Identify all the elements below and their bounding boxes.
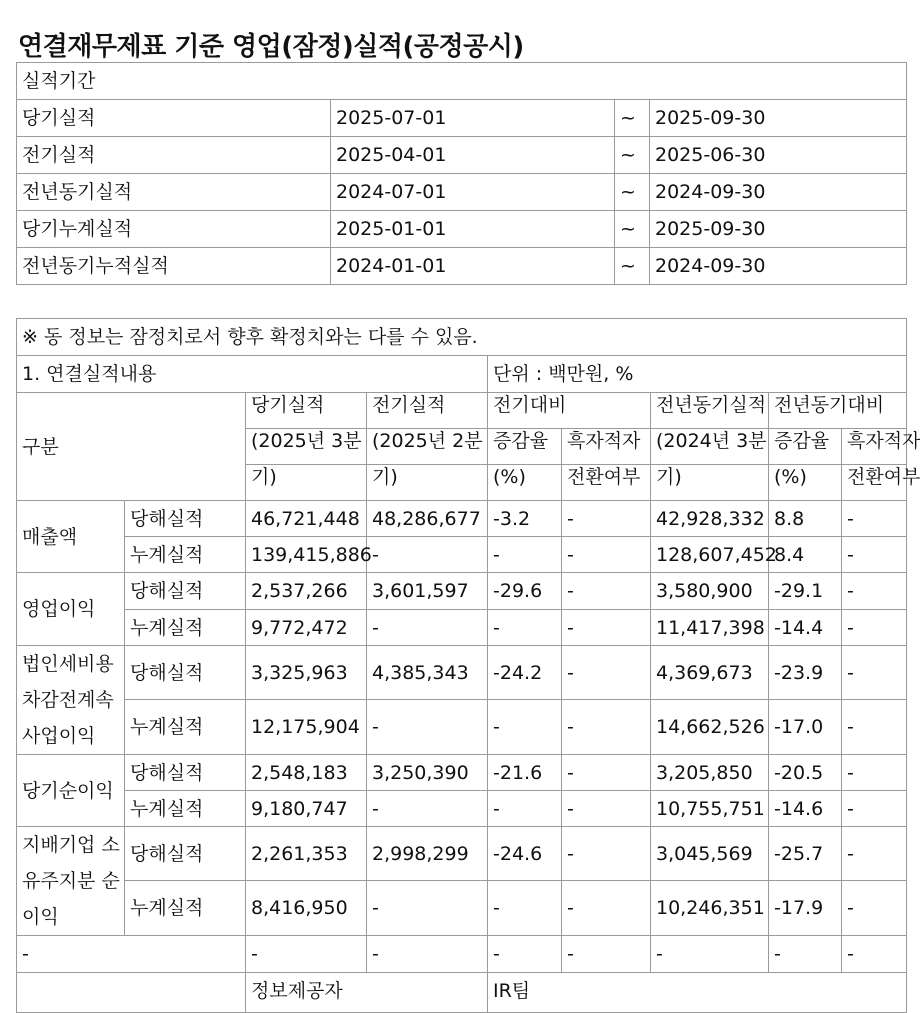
group-name: 당기순이익: [17, 755, 125, 827]
period-row: [17, 248, 907, 285]
cell-turn-yoy: -: [842, 573, 907, 610]
cell-current: 12,175,904: [246, 700, 367, 755]
row-type: 당해실적: [125, 646, 246, 700]
table-row: [17, 573, 907, 610]
period-start: 2025-04-01: [331, 137, 615, 174]
turn-header-line2: 전환여부: [562, 465, 651, 501]
cell-yoy: 10,755,751: [651, 791, 769, 827]
period-label: 전년동기실적: [17, 174, 331, 211]
cell-prev: 3,250,390: [367, 755, 488, 791]
cell-turn: -: [562, 755, 651, 791]
cell-yoy: 3,045,569: [651, 827, 769, 881]
cell-yoy: 14,662,526: [651, 700, 769, 755]
vs-yoy-header: 전년동기대비: [769, 393, 907, 429]
cell-change: -24.6: [488, 827, 562, 881]
prev-header-line3: 기): [367, 465, 488, 501]
cell-prev: -: [367, 881, 488, 936]
cell-change-yoy: -25.7: [769, 827, 842, 881]
table-row: [17, 791, 907, 827]
cell-yoy: 3,205,850: [651, 755, 769, 791]
results-table: [16, 318, 920, 1013]
dash-cell: -: [367, 936, 488, 973]
period-row: [17, 100, 907, 137]
period-start: 2025-01-01: [331, 211, 615, 248]
section-title: 1. 연결실적내용: [17, 356, 488, 393]
cell-turn-yoy: -: [842, 610, 907, 646]
cell-turn-yoy: -: [842, 755, 907, 791]
cell-turn-yoy: -: [842, 700, 907, 755]
dash-cell: -: [562, 936, 651, 973]
cell-change-yoy: -17.0: [769, 700, 842, 755]
dash-cell: -: [842, 936, 907, 973]
period-tilde: ~: [615, 174, 650, 211]
cell-change-yoy: -29.1: [769, 573, 842, 610]
cell-turn: -: [562, 700, 651, 755]
cell-current: 2,548,183: [246, 755, 367, 791]
period-label: 전기실적: [17, 137, 331, 174]
cell-turn: -: [562, 610, 651, 646]
cell-prev: 2,998,299: [367, 827, 488, 881]
provider-blank: [17, 973, 246, 1013]
turn-header-line1: 흑자적자: [562, 429, 651, 465]
cell-turn: -: [562, 646, 651, 700]
cell-turn-yoy: -: [842, 881, 907, 936]
cell-prev: -: [367, 791, 488, 827]
period-start: 2024-07-01: [331, 174, 615, 211]
cell-current: 8,416,950: [246, 881, 367, 936]
period-end: 2024-09-30: [650, 174, 907, 211]
yoy-header-line1: 전년동기실적: [651, 393, 769, 429]
cell-change: -21.6: [488, 755, 562, 791]
cell-change: -29.6: [488, 573, 562, 610]
cell-change-yoy: -14.4: [769, 610, 842, 646]
cell-yoy: 128,607,452: [651, 537, 769, 573]
period-row: [17, 137, 907, 174]
cell-turn-yoy: -: [842, 827, 907, 881]
provider-value: IR팀: [488, 973, 907, 1013]
unit-label: 단위 : 백만원, %: [488, 356, 907, 393]
cell-prev: 3,601,597: [367, 573, 488, 610]
cell-turn: -: [562, 501, 651, 537]
period-row: [17, 174, 907, 211]
cell-change-yoy: -23.9: [769, 646, 842, 700]
turn2-header-line1: 흑자적자: [842, 429, 907, 465]
cell-change: -24.2: [488, 646, 562, 700]
cell-yoy: 10,246,351: [651, 881, 769, 936]
rate2-header-line1: 증감율: [769, 429, 842, 465]
cell-turn-yoy: -: [842, 791, 907, 827]
cell-yoy: 11,417,398: [651, 610, 769, 646]
cell-turn-yoy: -: [842, 537, 907, 573]
cell-turn-yoy: -: [842, 646, 907, 700]
period-tilde: ~: [615, 100, 650, 137]
period-label: 당기실적: [17, 100, 331, 137]
period-end: 2025-09-30: [650, 100, 907, 137]
period-tilde: ~: [615, 211, 650, 248]
table-row: [17, 936, 907, 973]
period-label: 당기누계실적: [17, 211, 331, 248]
period-header: 실적기간: [17, 63, 907, 100]
cell-prev: -: [367, 537, 488, 573]
row-type: 당해실적: [125, 827, 246, 881]
notice-row: [17, 319, 907, 356]
group-name: 영업이익: [17, 573, 125, 646]
period-tilde: ~: [615, 248, 650, 285]
cell-change: -: [488, 791, 562, 827]
cell-change: -: [488, 881, 562, 936]
cell-change: -: [488, 610, 562, 646]
dash-cell: -: [769, 936, 842, 973]
table-row: [17, 755, 907, 791]
notice-text: ※ 동 정보는 잠정치로서 향후 확정치와는 다를 수 있음.: [17, 319, 907, 356]
cell-prev: 48,286,677: [367, 501, 488, 537]
cell-turn: -: [562, 791, 651, 827]
rate2-header-line2: (%): [769, 465, 842, 501]
group-name: 법인세비용차감전계속사업이익: [17, 646, 125, 755]
table-row: [17, 501, 907, 537]
cell-current: 9,180,747: [246, 791, 367, 827]
header-row: [17, 393, 907, 429]
row-type: 누계실적: [125, 881, 246, 936]
cell-change-yoy: -17.9: [769, 881, 842, 936]
current-header-line1: 당기실적: [246, 393, 367, 429]
row-type: 누계실적: [125, 700, 246, 755]
table-row: [17, 700, 907, 755]
row-type: 누계실적: [125, 791, 246, 827]
dash-cell: -: [488, 936, 562, 973]
group-name: 매출액: [17, 501, 125, 573]
cell-prev: -: [367, 610, 488, 646]
rate-header-line2: (%): [488, 465, 562, 501]
table-row: [17, 537, 907, 573]
cell-yoy: 42,928,332: [651, 501, 769, 537]
period-start: 2024-01-01: [331, 248, 615, 285]
dash-cell: -: [246, 936, 367, 973]
period-header-row: [17, 63, 907, 100]
row-type: 당해실적: [125, 501, 246, 537]
cell-turn-yoy: -: [842, 501, 907, 537]
cell-current: 139,415,886: [246, 537, 367, 573]
provider-label: 정보제공자: [246, 973, 488, 1013]
rate-header-line1: 증감율: [488, 429, 562, 465]
row-type: 누계실적: [125, 610, 246, 646]
cell-turn: -: [562, 881, 651, 936]
cell-change-yoy: -14.6: [769, 791, 842, 827]
prev-header-line1: 전기실적: [367, 393, 488, 429]
row-type: 당해실적: [125, 573, 246, 610]
provider-row: [17, 973, 907, 1013]
cell-change-yoy: 8.8: [769, 501, 842, 537]
cell-turn: -: [562, 827, 651, 881]
period-end: 2024-09-30: [650, 248, 907, 285]
row-type: 당해실적: [125, 755, 246, 791]
period-label: 전년동기누적실적: [17, 248, 331, 285]
group-name: 지배기업 소유주지분 순이익: [17, 827, 125, 936]
cell-change-yoy: -20.5: [769, 755, 842, 791]
cell-current: 9,772,472: [246, 610, 367, 646]
period-end: 2025-09-30: [650, 211, 907, 248]
row-type: 누계실적: [125, 537, 246, 573]
cell-turn: -: [562, 537, 651, 573]
turn2-header-line2: 전환여부: [842, 465, 907, 501]
period-table: [16, 62, 907, 285]
cell-prev: 4,385,343: [367, 646, 488, 700]
current-header-line3: 기): [246, 465, 367, 501]
table-row: [17, 881, 907, 936]
cell-yoy: 4,369,673: [651, 646, 769, 700]
prev-header-line2: (2025년 2분: [367, 429, 488, 465]
cell-change: -: [488, 537, 562, 573]
cell-prev: -: [367, 700, 488, 755]
category-header: 구분: [17, 393, 246, 501]
cell-current: 46,721,448: [246, 501, 367, 537]
period-tilde: ~: [615, 137, 650, 174]
yoy-header-line3: 기): [651, 465, 769, 501]
cell-current: 2,261,353: [246, 827, 367, 881]
page-title: 연결재무제표 기준 영업(잠정)실적(공정공시): [18, 32, 524, 62]
yoy-header-line2: (2024년 3분: [651, 429, 769, 465]
cell-change: -3.2: [488, 501, 562, 537]
cell-current: 2,537,266: [246, 573, 367, 610]
cell-change-yoy: 8.4: [769, 537, 842, 573]
cell-current: 3,325,963: [246, 646, 367, 700]
dash-cell: -: [651, 936, 769, 973]
table-row: [17, 646, 907, 700]
dash-cell: -: [17, 936, 246, 973]
table-row: [17, 827, 907, 881]
vs-prev-header: 전기대비: [488, 393, 651, 429]
cell-yoy: 3,580,900: [651, 573, 769, 610]
cell-change: -: [488, 700, 562, 755]
cell-turn: -: [562, 573, 651, 610]
section-row: [17, 356, 907, 393]
table-row: [17, 610, 907, 646]
period-row: [17, 211, 907, 248]
period-end: 2025-06-30: [650, 137, 907, 174]
period-start: 2025-07-01: [331, 100, 615, 137]
current-header-line2: (2025년 3분: [246, 429, 367, 465]
